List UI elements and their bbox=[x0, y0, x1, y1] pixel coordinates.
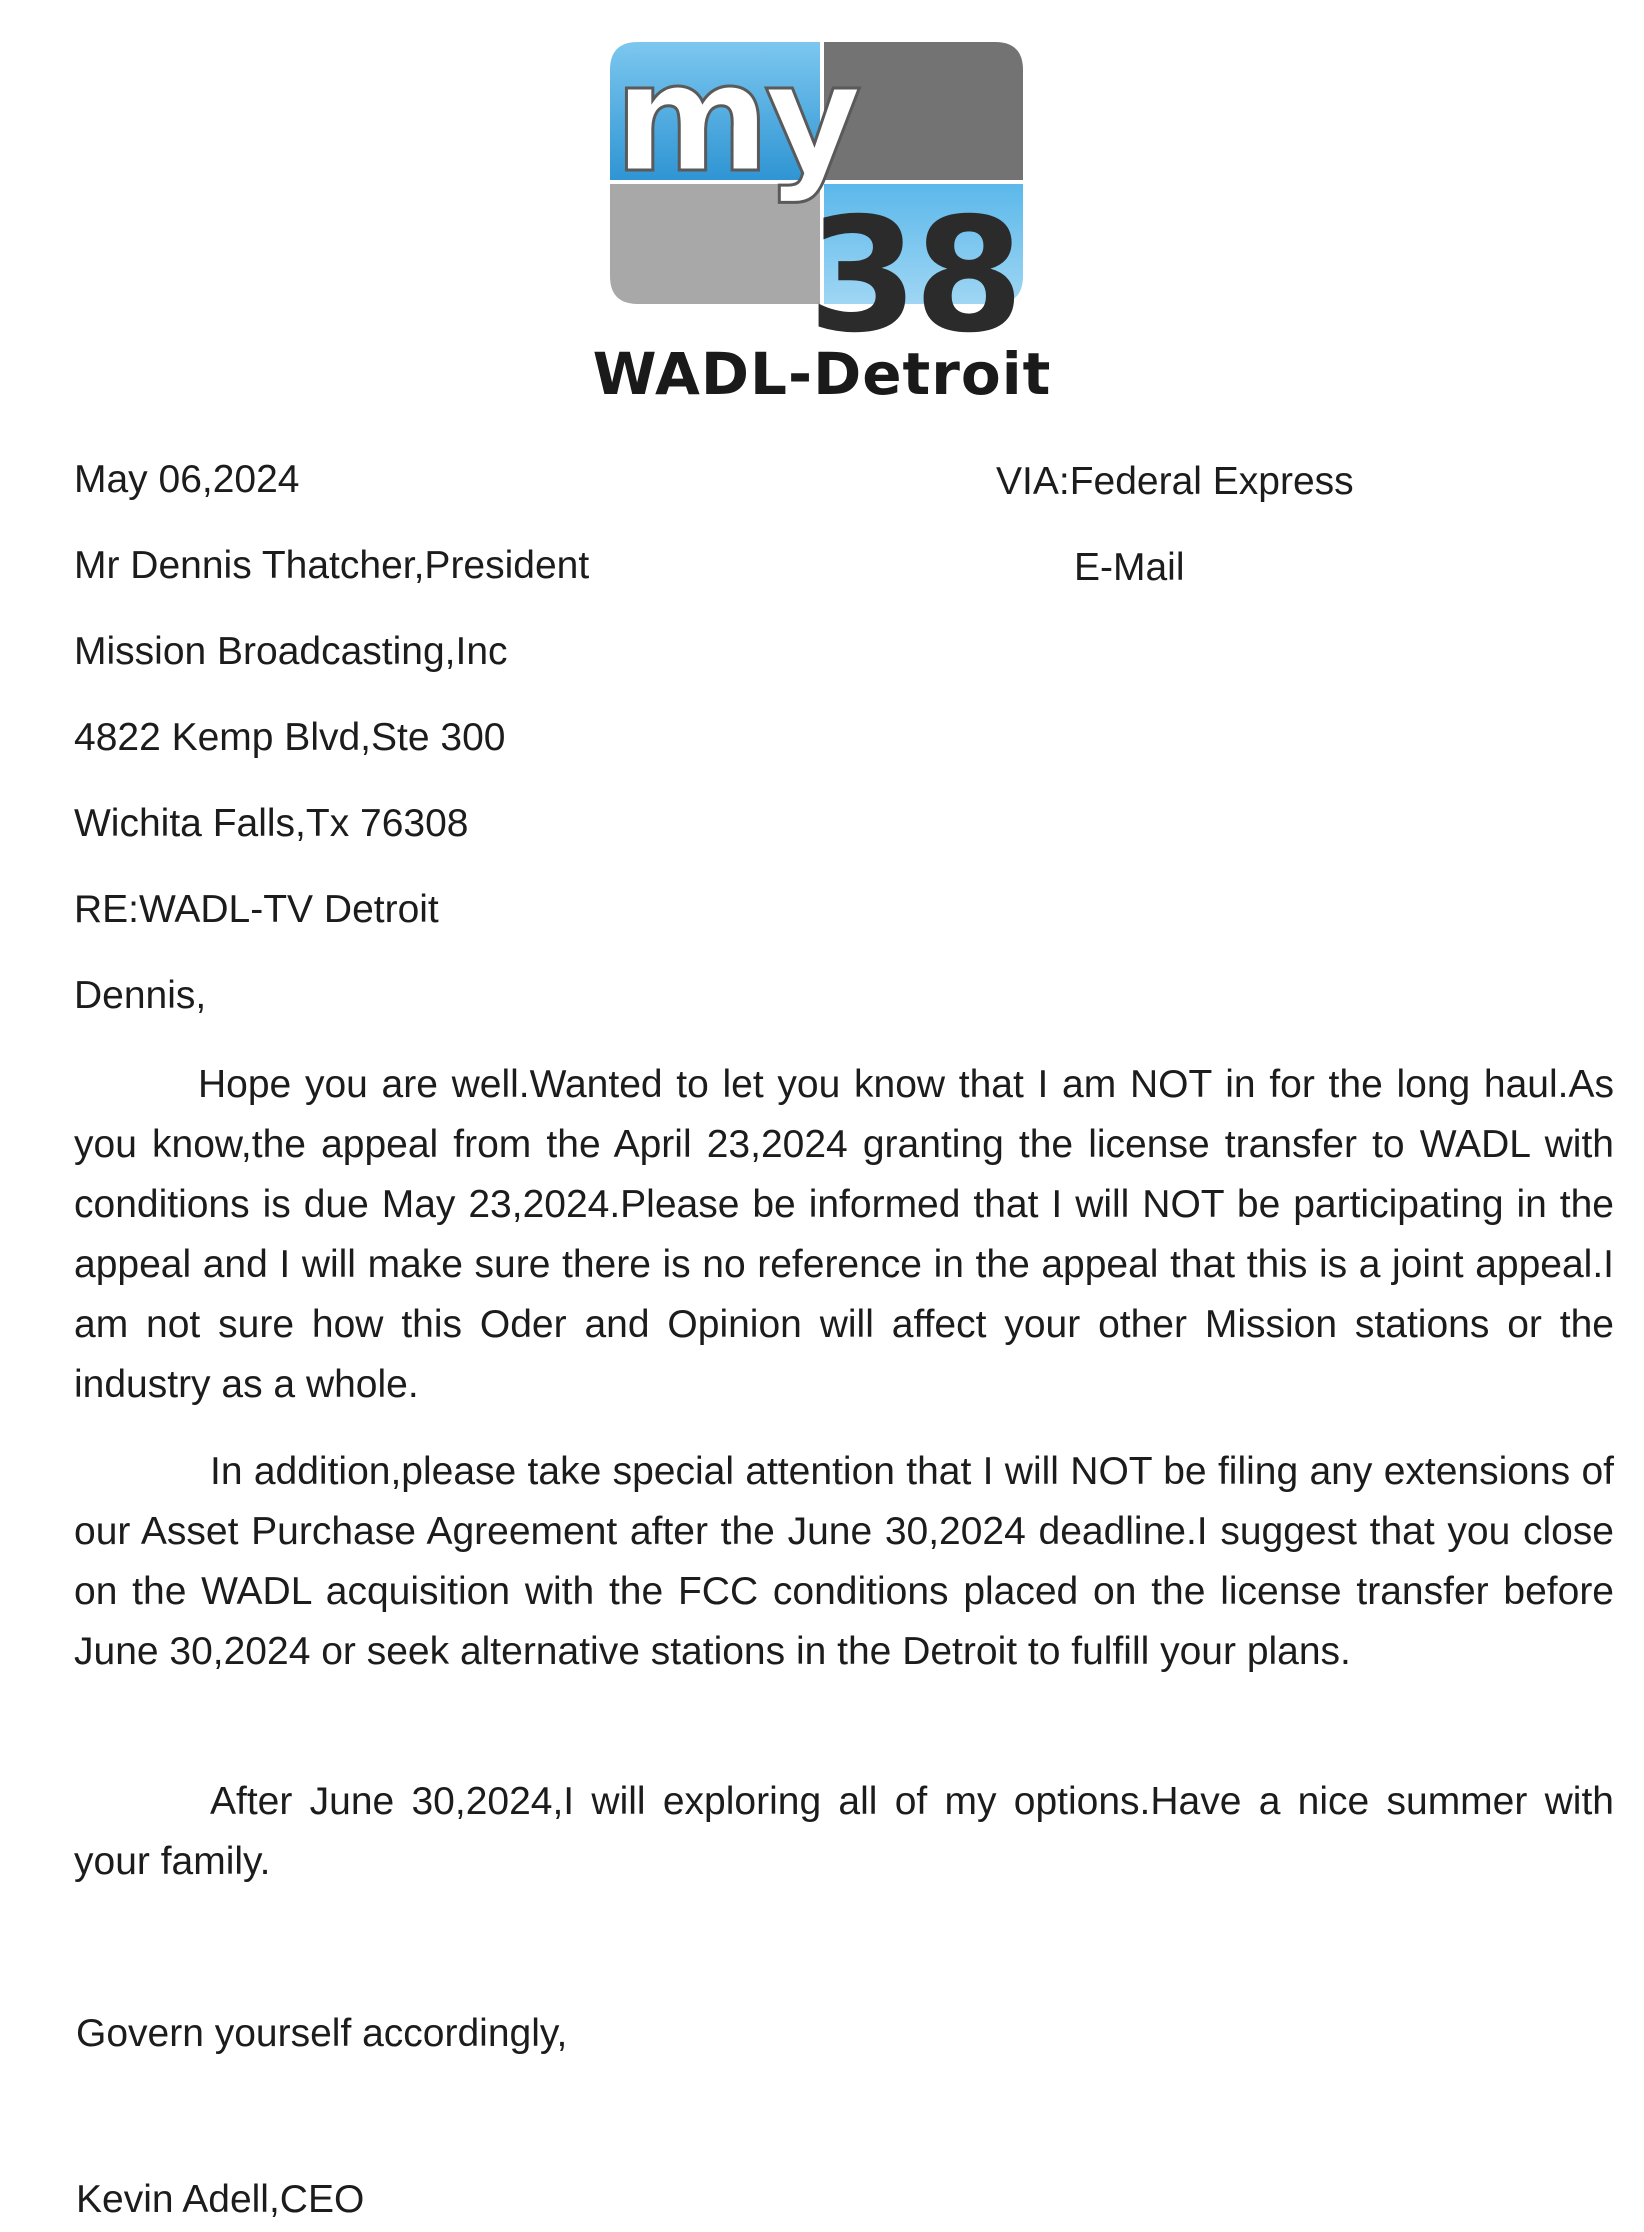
body-paragraph-1: Hope you are well.Wanted to let you know that I am NOT in for the long haul.As you know,the appeal from the April 23,2024 granting the license transfer to WADL with conditions is due May 23,2024.Please be informed that I will NOT be participating in the appeal and I will make sure there is no reference in the appeal that this is a joint appeal.I am not sure how this Oder and Opinion will affect your other Mission stations or the industry as a whole. bbox=[74, 1063, 1614, 1406]
station-name: WADL-Detroit bbox=[592, 340, 1052, 408]
delivery-method-secondary: E-Mail bbox=[1074, 546, 1185, 589]
my38-logo bbox=[610, 42, 1060, 342]
recipient-name: Mr Dennis Thatcher,President bbox=[74, 544, 590, 587]
signature-name: Kevin Adell,CEO bbox=[76, 2178, 365, 2221]
recipient-street: 4822 Kemp Blvd,Ste 300 bbox=[74, 716, 506, 759]
logo-text-38: 38 bbox=[808, 184, 1020, 342]
logo-text-my: my bbox=[614, 42, 857, 206]
delivery-method: VIA:Federal Express bbox=[996, 460, 1354, 503]
body-paragraph-2: In addition,please take special attention that I will NOT be filing any extensions of our Asset Purchase Agreement after the June 30,2024 deadline.I suggest that you close on the WADL acquisition with the FCC conditions placed on the license transfer before June 30,2024 or seek alternative stations in the Detroit to fulfill your plans. bbox=[74, 1450, 1614, 1673]
salutation: Dennis, bbox=[74, 974, 207, 1017]
recipient-company: Mission Broadcasting,Inc bbox=[74, 630, 508, 673]
letter-date: May 06,2024 bbox=[74, 458, 300, 501]
subject-line: RE:WADL-TV Detroit bbox=[74, 888, 439, 931]
body-paragraph-3: After June 30,2024,I will exploring all of my options.Have a nice summer with your family. bbox=[74, 1780, 1614, 1883]
closing-line: Govern yourself accordingly, bbox=[76, 2012, 568, 2055]
recipient-city: Wichita Falls,Tx 76308 bbox=[74, 802, 469, 845]
